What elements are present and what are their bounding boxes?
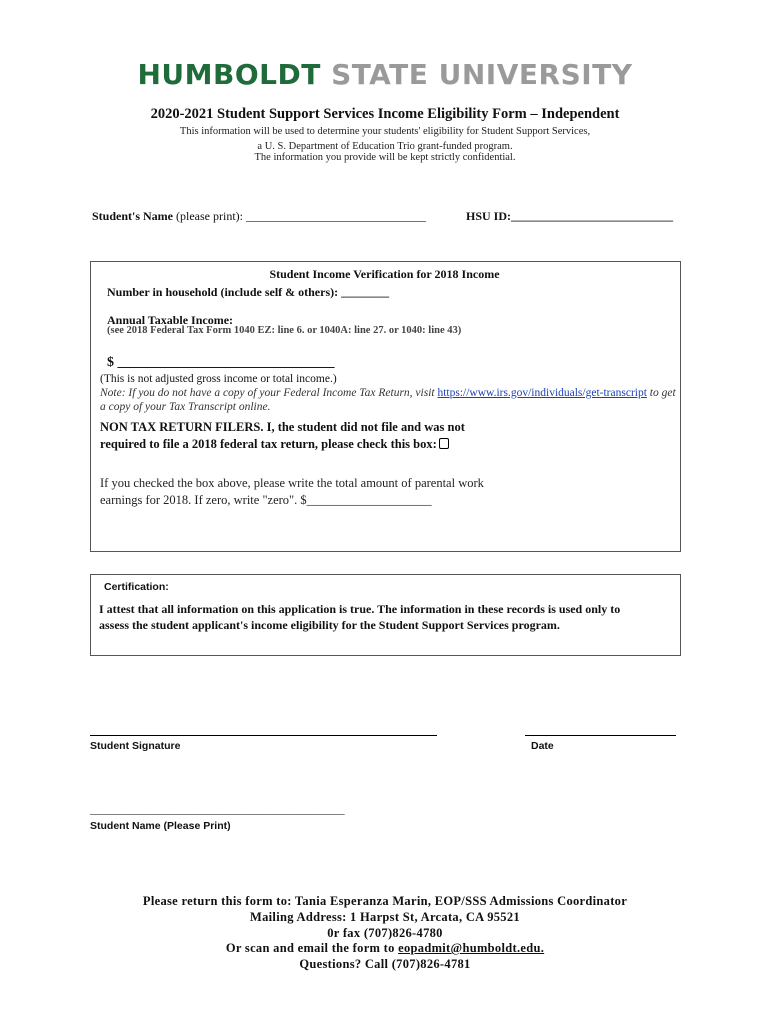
subtitle-line-3: The information you provide will be kept strictly confidential. xyxy=(254,152,516,163)
transcript-note xyxy=(100,387,676,399)
parental-earnings-line-1: If you checked the box above, please write the total amount of parental work xyxy=(100,476,484,490)
certification-text-1: I attest that all information on this application is true. The information in these records is used only to xyxy=(99,602,621,616)
email-instructions xyxy=(0,941,770,956)
student-name-field[interactable] xyxy=(92,209,426,224)
transcript-note-line-2: a copy of your Tax Transcript online. xyxy=(100,401,271,413)
signature-line[interactable] xyxy=(90,735,437,736)
hsu-id-field[interactable]: HSU ID:___________________________ xyxy=(466,209,674,223)
irs-transcript-link[interactable]: https://www.irs.gov/individuals/get-transcript xyxy=(437,387,647,399)
nontax-line-1: NON TAX RETURN FILERS. I, the student did not file and was not xyxy=(100,420,465,434)
questions-phone: Questions? Call (707)826-4781 xyxy=(299,957,471,971)
email-prefix: Or scan and email the form to xyxy=(225,941,399,955)
subtitle-line-2: a U. S. Department of Education Trio grant-funded program. xyxy=(257,141,513,152)
mailing-address: Mailing Address: 1 Harpst St, Arcata, CA 95521 xyxy=(250,910,520,924)
transcript-note-prefix: Note: If you do not have a copy of your Federal Income Tax Return, visit xyxy=(100,387,438,399)
student-signature-label: Student Signature xyxy=(90,740,181,752)
student-name-print-line[interactable]: _____________________________________________________ xyxy=(90,805,345,816)
not-agi-note: (This is not adjusted gross income or total income.) xyxy=(100,373,337,385)
form-title: 2020-2021 Student Support Services Income Eligibility Form – Independent xyxy=(150,106,620,122)
date-line[interactable] xyxy=(525,735,676,736)
subtitle-line-1: This information will be used to determine your students' eligibility for Student Support Services, xyxy=(179,126,591,137)
email-address-link[interactable]: eopadmit@humboldt.edu. xyxy=(398,941,545,955)
transcript-note-suffix: to get xyxy=(646,387,676,399)
certification-label: Certification: xyxy=(104,581,169,593)
university-logo xyxy=(0,58,770,91)
nontax-checkbox[interactable] xyxy=(439,438,449,449)
fax-number: 0r fax (707)826-4780 xyxy=(327,926,443,940)
certification-text-2: assess the student applicant's income eligibility for the Student Support Services program. xyxy=(99,618,560,632)
household-field[interactable]: Number in household (include self & others): ________ xyxy=(107,285,390,299)
nontax-line-2-text: required to file a 2018 federal tax return, please check this box: xyxy=(100,437,437,451)
date-label: Date xyxy=(531,740,554,752)
student-name-blank: (please print): ______________________________ xyxy=(173,209,426,223)
student-name-print-label: Student Name (Please Print) xyxy=(90,820,231,832)
parental-earnings-field[interactable]: earnings for 2018. If zero, write "zero". $____________________ xyxy=(100,493,432,507)
logo-word-humboldt: HUMBOLDT xyxy=(137,58,321,91)
taxable-income-label: Annual Taxable Income: xyxy=(107,313,234,327)
logo-word-state-university: STATE UNIVERSITY xyxy=(331,58,633,91)
return-instructions: Please return this form to: Tania Esperanza Marin, EOP/SSS Admissions Coordinator xyxy=(142,894,628,908)
taxable-income-note: (see 2018 Federal Tax Form 1040 EZ: line 6. or 1040A: line 27. or 1040: line 43) xyxy=(107,325,462,336)
income-heading: Student Income Verification for 2018 Income xyxy=(269,267,500,281)
taxable-income-amount-field[interactable]: $ _______________________________ xyxy=(107,355,335,370)
student-name-label: Student's Name xyxy=(92,209,174,223)
nontax-line-2 xyxy=(100,437,449,452)
